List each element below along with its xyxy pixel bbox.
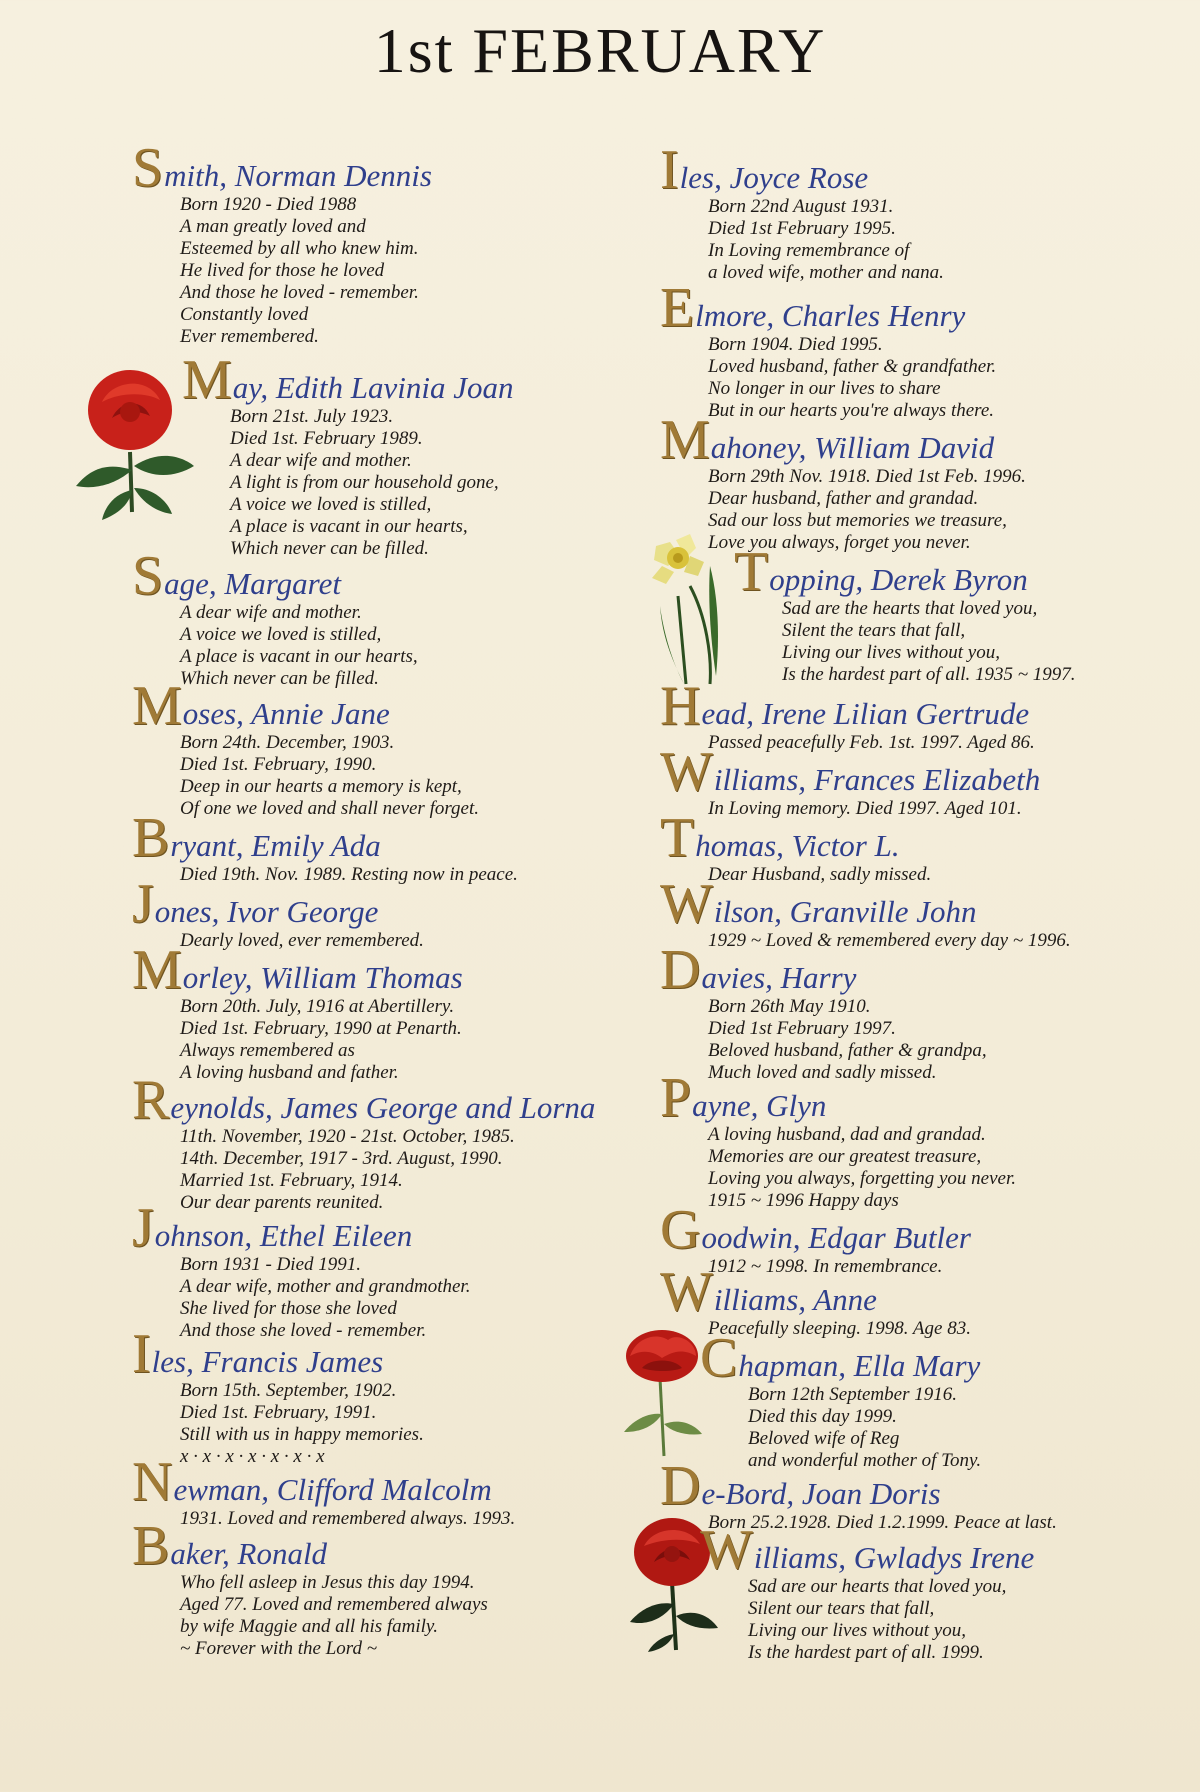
entry-name: Goodwin, Edgar Butler <box>660 1199 971 1261</box>
entry-name: Williams, Frances Elizabeth <box>660 741 1041 803</box>
list-item: May, Edith Lavinia Joan Born 21st. July 1923. Died 1st. February 1989. A dear wife and mother. A light is from our household gone, A voice we loved is stilled, A place is vacant in our hearts, Which never can be filled. <box>182 360 702 560</box>
entry-name: Sage, Margaret <box>132 545 341 607</box>
list-item: Iles, Joyce Rose Born 22nd August 1931. Died 1st February 1995. In Loving remembrance of a loved wife, mother and nana. <box>660 150 1160 284</box>
entry-name: Morley, William Thomas <box>132 939 463 1001</box>
list-item: Sage, Margaret A dear wife and mother. A voice we loved is stilled, A place is vacant in our hearts, Which never can be filled. <box>132 556 652 690</box>
list-item: Smith, Norman Dennis Born 1920 - Died 1988 A man greatly loved and Esteemed by all who knew him. He lived for those he loved And those he loved - remember. Constantly loved Ever remembered. <box>132 148 652 348</box>
list-item: Iles, Francis James Born 15th. September, 1902. Died 1st. February, 1991. Still with us in happy memories. x · x · x · x · x · x · x <box>132 1334 652 1468</box>
entry-name: Head, Irene Lilian Gertrude <box>660 675 1030 737</box>
list-item: Topping, Derek Byron Sad are the hearts that loved you, Silent the tears that fall, Living our lives without you, Is the hardest part of all. 1935 ~ 1997. <box>734 552 1200 686</box>
entry-name: Williams, Gwladys Irene <box>700 1519 1035 1581</box>
entry-name: Newman, Clifford Malcolm <box>132 1451 492 1513</box>
entry-name: Davies, Harry <box>660 939 857 1001</box>
list-item: Mahoney, William David Born 29th Nov. 1918. Died 1st Feb. 1996. Dear husband, father and grandad. Sad our loss but memories we treasure, Love you always, forget you never. <box>660 420 1160 554</box>
list-item: Williams, Frances Elizabeth In Loving memory. Died 1997. Aged 101. <box>660 752 1160 820</box>
entry-name: Smith, Norman Dennis <box>132 137 432 199</box>
entry-name: Reynolds, James George and Lorna <box>132 1069 596 1131</box>
entry-name: Topping, Derek Byron <box>734 541 1028 603</box>
list-item: Williams, Gwladys Irene Sad are our hearts that loved you, Silent our tears that fall, Living our lives without you, Is the hardest part of all. 1999. <box>700 1530 1200 1664</box>
entry-name: Baker, Ronald <box>132 1515 328 1577</box>
list-item: Wilson, Granville John 1929 ~ Loved & remembered every day ~ 1996. <box>660 884 1160 952</box>
page-title: 1st FEBRUARY <box>373 15 827 86</box>
list-item: Morley, William Thomas Born 20th. July, 1916 at Abertillery. Died 1st. February, 1990 at Penarth. Always remembered as A loving husband and father. <box>132 950 652 1084</box>
entry-name: Iles, Francis James <box>132 1323 384 1385</box>
list-item: Head, Irene Lilian Gertrude Passed peacefully Feb. 1st. 1997. Aged 86. <box>660 686 1160 754</box>
list-item: Chapman, Ella Mary Born 12th September 1916. Died this day 1999. Beloved wife of Reg and wonderful mother of Tony. <box>700 1338 1200 1472</box>
entry-name: De-Bord, Joan Doris <box>660 1455 941 1517</box>
entry-name: Jones, Ivor George <box>132 873 379 935</box>
list-item: Johnson, Ethel Eileen Born 1931 - Died 1991. A dear wife, mother and grandmother. She lived for those she loved And those she loved - remember. <box>132 1208 652 1342</box>
entry-name: May, Edith Lavinia Joan <box>182 349 514 411</box>
entry-name: Iles, Joyce Rose <box>660 139 869 201</box>
list-item: Moses, Annie Jane Born 24th. December, 1903. Died 1st. February, 1990. Deep in our hearts a memory is kept, Of one we loved and shall never forget. <box>132 686 652 820</box>
entry-name: Mahoney, William David <box>660 409 995 471</box>
entry-name: Williams, Anne <box>660 1261 877 1323</box>
list-item: Davies, Harry Born 26th May 1910. Died 1st February 1997. Beloved husband, father & grandpa, Much loved and sadly missed. <box>660 950 1160 1084</box>
entry-name: Chapman, Ella Mary <box>700 1327 981 1389</box>
entry-name: Wilson, Granville John <box>660 873 977 935</box>
entry-name: Elmore, Charles Henry <box>660 277 966 339</box>
entry-name: Moses, Annie Jane <box>132 675 390 737</box>
entry-name: Payne, Glyn <box>660 1067 827 1129</box>
list-item: Thomas, Victor L. Dear Husband, sadly missed. <box>660 818 1160 886</box>
entry-name: Johnson, Ethel Eileen <box>132 1197 413 1259</box>
list-item: Goodwin, Edgar Butler 1912 ~ 1998. In remembrance. <box>660 1210 1160 1278</box>
list-item: Baker, Ronald Who fell asleep in Jesus this day 1994. Aged 77. Loved and remembered always by wife Maggie and all his family. ~ Forever with the Lord ~ <box>132 1526 652 1660</box>
list-item: Elmore, Charles Henry Born 1904. Died 1995. Loved husband, father & grandfather. No longer in our lives to share But in our hearts you're always there. <box>660 288 1160 422</box>
list-item: Newman, Clifford Malcolm 1931. Loved and remembered always. 1993. <box>132 1462 652 1530</box>
list-item: Jones, Ivor George Dearly loved, ever remembered. <box>132 884 652 952</box>
entry-name: Bryant, Emily Ada <box>132 807 381 869</box>
entry-name: Thomas, Victor L. <box>660 807 900 869</box>
list-item: Payne, Glyn A loving husband, dad and grandad. Memories are our greatest treasure, Loving you always, forgetting you never. 1915 ~ 1996 Happy days <box>660 1078 1160 1212</box>
list-item: Reynolds, James George and Lorna 11th. November, 1920 - 21st. October, 1985. 14th. December, 1917 - 3rd. August, 1990. Married 1st. February, 1914. Our dear parents reunited. <box>132 1080 652 1214</box>
list-item: De-Bord, Joan Doris Born 25.2.1928. Died 1.2.1999. Peace at last. <box>660 1466 1160 1534</box>
list-item: Bryant, Emily Ada Died 19th. Nov. 1989. Resting now in peace. <box>132 818 652 886</box>
list-item: Williams, Anne Peacefully sleeping. 1998. Age 83. <box>660 1272 1160 1340</box>
